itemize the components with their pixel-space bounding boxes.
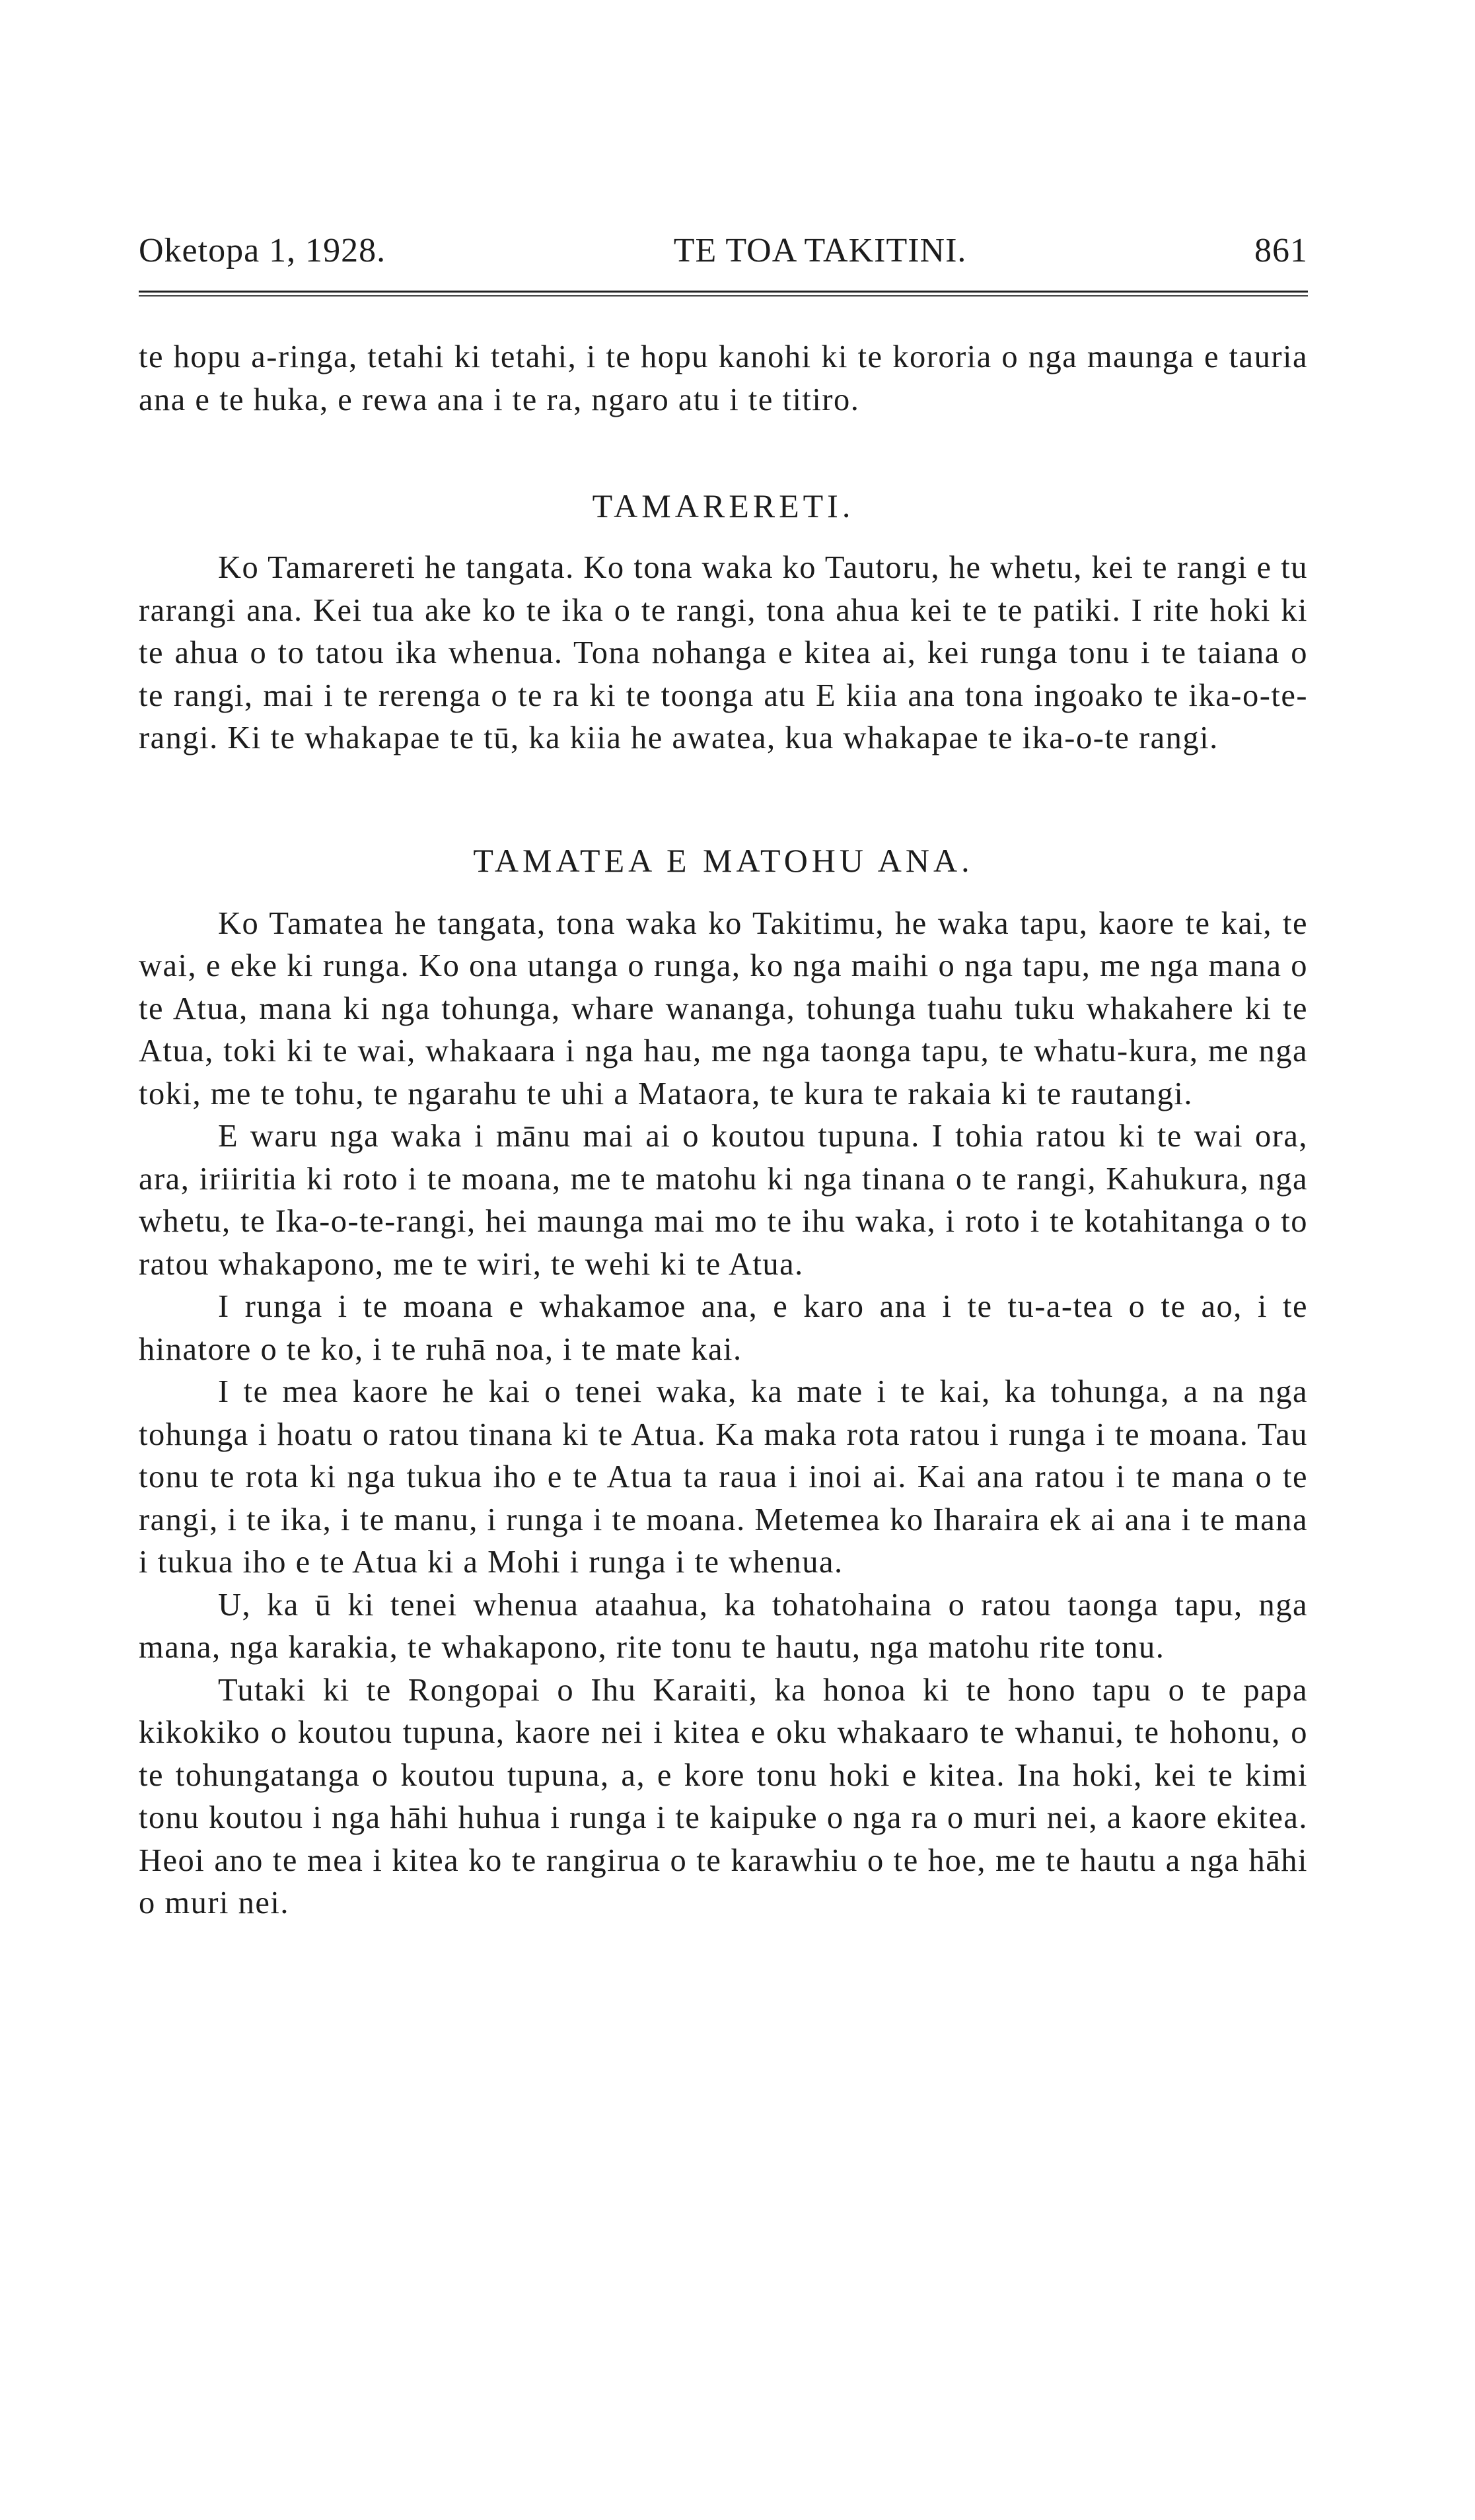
paragraph: I te mea kaore he kai o tenei waka, ka mate i te kai, ka tohunga, a na nga tohunga i hoatu o ratou tinana ki te Atua. Ka maka rota ratou i runga i te moana. Tau tonu te rota ki nga tukua iho e te Atua ta raua i inoi ai. Kai ana ratou i te mana o te rangi, i te ika, i te manu, i runga i te moana. Metemea ko Iharaira ek ai ana i te mana i tukua iho e te Atua ki a Mohi i runga i te whenua. <box>139 1374 1308 1580</box>
header-title: TE TOA TAKITINI. <box>673 232 967 269</box>
document-page <box>139 231 1308 1925</box>
running-header <box>139 231 1308 284</box>
opening-paragraph: te hopu a-ringa, tetahi ki tetahi, i te hopu kanohi ki te kororia o nga maunga e tauria ana e te huka, e rewa ana i te ra, ngaro atu i te titiro. <box>139 339 1308 417</box>
page-number: 861 <box>1254 232 1308 269</box>
section-heading-tamarereti: TAMARERETI. <box>592 487 855 524</box>
section-heading-tamatea: TAMATEA E MATOHU ANA. <box>473 841 974 879</box>
paragraph: Ko Tamarereti he tangata. Ko tona waka ko Tautoru, he whetu, kei te rangi e tu rarangi ana. Kei tua ake ko te ika o te rangi, tona ahua kei te te patiki. I rite hoki ki te ahua o to tatou ika whenua. Tona nohanga e kitea ai, kei runga tonu i te taiana o te rangi, mai i te rerenga o te ra ki te toonga atu E kiia ana tona ingoako te ika-o-te-rangi. Ki te whakapae te tū, ka kiia he awatea, kua whakapae te ika-o-te rangi. <box>139 550 1308 755</box>
paragraph: U, ka ū ki tenei whenua ataahua, ka tohatohaina o ratou taonga tapu, nga mana, nga karakia, te whakapono, rite tonu te hautu, nga matohu rite tonu. <box>139 1587 1308 1665</box>
paragraph: Ko Tamatea he tangata, tona waka ko Takitimu, he waka tapu, kaore te kai, te wai, e eke ki runga. Ko ona utanga o runga, ko nga maihi o nga tapu, me nga mana o te Atua, mana ki nga tohunga, whare wananga, tohunga tuahu tuku whakahere ki te Atua, toki ki te wai, whakaara i nga hau, me nga taonga tapu, te whatu-kura, me nga toki, me te tohu, te ngarahu te uhi a Mataora, te kura te rakaia ki te rautangi. <box>139 905 1308 1111</box>
paragraph: E waru nga waka i mānu mai ai o koutou tupuna. I tohia ratou ki te wai ora, ara, iriiritia ki roto i te moana, me te matohu ki nga tinana o te rangi, Kahukura, nga whetu, te Ika-o-te-rangi, hei maunga mai mo te ihu waka, i roto i te kotahitanga o to ratou whakapono, me te wiri, te wehi ki te Atua. <box>139 1119 1308 1282</box>
paragraph: Tutaki ki te Rongopai o Ihu Karaiti, ka honoa ki te hono tapu o te papa kikokiko o koutou tupuna, kaore nei i kitea e oku whakaaro te whanui, te hohonu, o te tohungatanga o koutou tupuna, a, e kore tonu hoki e kitea. Ina hoki, kei te kimi tonu koutou i nga hāhi huhua i runga i te kaipuke o nga ra o muri nei, a kaore ekitea. Heoi ano te mea i kitea ko te rangirua o te karawhiu o te hoe, me te hautu a nga hāhi o muri nei. <box>139 1672 1308 1920</box>
header-rule-secondary <box>139 295 1308 297</box>
body-text <box>139 336 1308 1925</box>
header-date: Oketopa 1, 1928. <box>139 232 386 269</box>
header-rule <box>139 291 1308 293</box>
paragraph: I runga i te moana e whakamoe ana, e karo ana i te tu-a-tea o te ao, i te hinatore o te ko, i te ruhā noa, i te mate kai. <box>139 1289 1308 1367</box>
